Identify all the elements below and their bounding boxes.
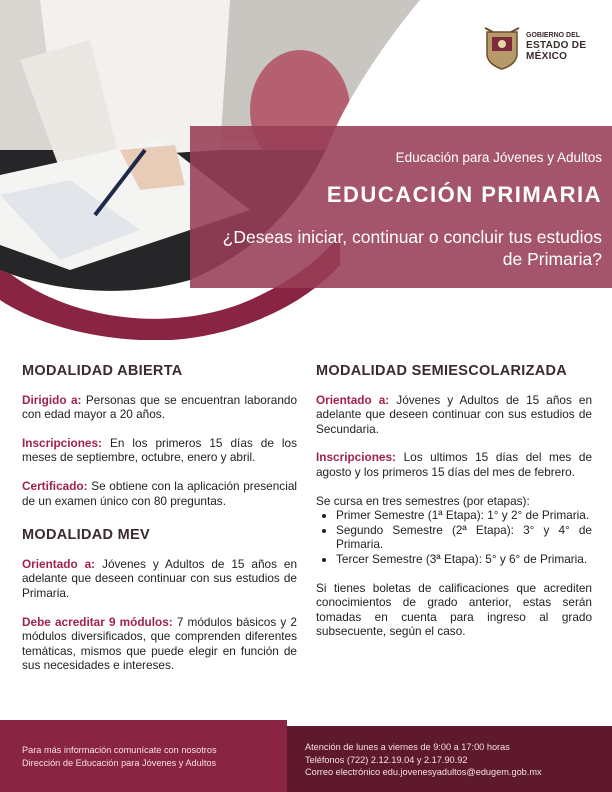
abierta-certificado-label: Certificado: — [22, 478, 88, 493]
right-column — [316, 360, 592, 639]
footer-contact — [0, 720, 287, 792]
footer-hours: Atención de lunes a viernes de 9:00 a 17:00 horas — [305, 742, 510, 752]
abierta-certificado — [22, 479, 297, 508]
abierta-inscripciones — [22, 436, 297, 465]
semestres-list — [316, 508, 592, 566]
heading-modalidad-mev: MODALIDAD MEV — [22, 527, 150, 544]
list-item: • Tercer Semestre (3ª Etapa): 5° y 6° de Primaria. — [336, 552, 592, 567]
semi-orientado-label: Orientado a: — [316, 392, 390, 407]
mev-orientado-text: Jóvenes y Adultos de 15 años en adelante que deseen continuar con sus estudios de Primaria. — [22, 556, 298, 600]
logo-line-1: GOBIERNO DEL — [526, 32, 581, 39]
semi-inscripciones-text: Los ultimos 15 días del mes de agosto y los primeros 15 días del mes de febrero. — [316, 450, 593, 479]
logo-line-3: MÉXICO — [526, 51, 568, 62]
semi-semestres-intro: Se cursa en tres semestres (por etapas): — [316, 493, 530, 508]
footer-email[interactable]: Correo electrónico edu.jovenesyadultos@edugem.gob.mx — [305, 767, 542, 777]
semi-inscripciones — [316, 450, 592, 479]
page-title: EDUCACIÓN PRIMARIA — [326, 182, 602, 207]
mev-modulos — [22, 615, 297, 673]
title-banner — [190, 126, 612, 288]
abierta-dirigido-label: Dirigido a: — [22, 392, 82, 407]
list-item: • Segundo Semestre (2ª Etapa): 3° y 4° de Primaria. — [336, 523, 592, 552]
abierta-inscripciones-text: En los primeros 15 días de los meses de septiembre, octubre, enero y abril. — [22, 435, 297, 465]
heading-modalidad-abierta: MODALIDAD ABIERTA — [22, 363, 183, 379]
footer-phones: Teléfonos (722) 2.12.19.04 y 2.17.90.92 — [305, 754, 468, 765]
footer-details — [287, 726, 612, 792]
footer-left-line-1: Para más información comunícate con nosotros — [22, 745, 217, 755]
mev-modulos-label: Debe acreditar 9 módulos: — [22, 614, 173, 629]
left-column — [22, 360, 297, 673]
banner-subtitle: Educación para Jóvenes y Adultos — [395, 150, 602, 165]
hero-section — [0, 0, 612, 340]
abierta-dirigido — [22, 393, 297, 422]
footer-left-line-2: Dirección de Educación para Jóvenes y Adultos — [22, 758, 217, 768]
semi-inscripciones-label: Inscripciones: — [316, 450, 396, 465]
heading-modalidad-semiescolarizada: MODALIDAD SEMIESCOLARIZADA — [316, 363, 568, 379]
semi-orientado-text: Jóvenes y Adultos de 15 años en adelante que deseen continuar con sus estudios de Secundaria. — [316, 392, 593, 436]
abierta-dirigido-text: Personas que se encuentran laborando con edad mayor a 20 años. — [22, 392, 298, 422]
mev-modulos-text: 7 módulos básicos y 2 módulos diversificados, que comprenden diferentes temáticas, mismos que puede elegir en función de sus necesidades e intereses. — [22, 614, 297, 673]
mev-orientado — [22, 557, 297, 601]
banner-question: ¿Deseas iniciar, continuar o concluir tus estudios de Primaria? — [222, 227, 602, 269]
government-logo — [483, 26, 593, 70]
logo-line-2: ESTADO DE — [526, 40, 587, 51]
abierta-inscripciones-label: Inscripciones: — [22, 435, 102, 450]
abierta-certificado-text: Se obtiene con la aplicación presencial de un examen único con 80 preguntas. — [22, 478, 297, 508]
semi-orientado — [316, 393, 592, 437]
mev-orientado-label: Orientado a: — [22, 556, 96, 571]
list-item: • Primer Semestre (1ª Etapa): 1° y 2° de Primaria. — [336, 508, 592, 523]
semi-boletas: Si tienes boletas de calificaciones que acrediten conocimientos de grado anterior, estas serán tomadas en cuenta para ingreso al grado subsecuente, según el caso. — [316, 580, 592, 639]
coat-of-arms-icon — [483, 26, 521, 70]
